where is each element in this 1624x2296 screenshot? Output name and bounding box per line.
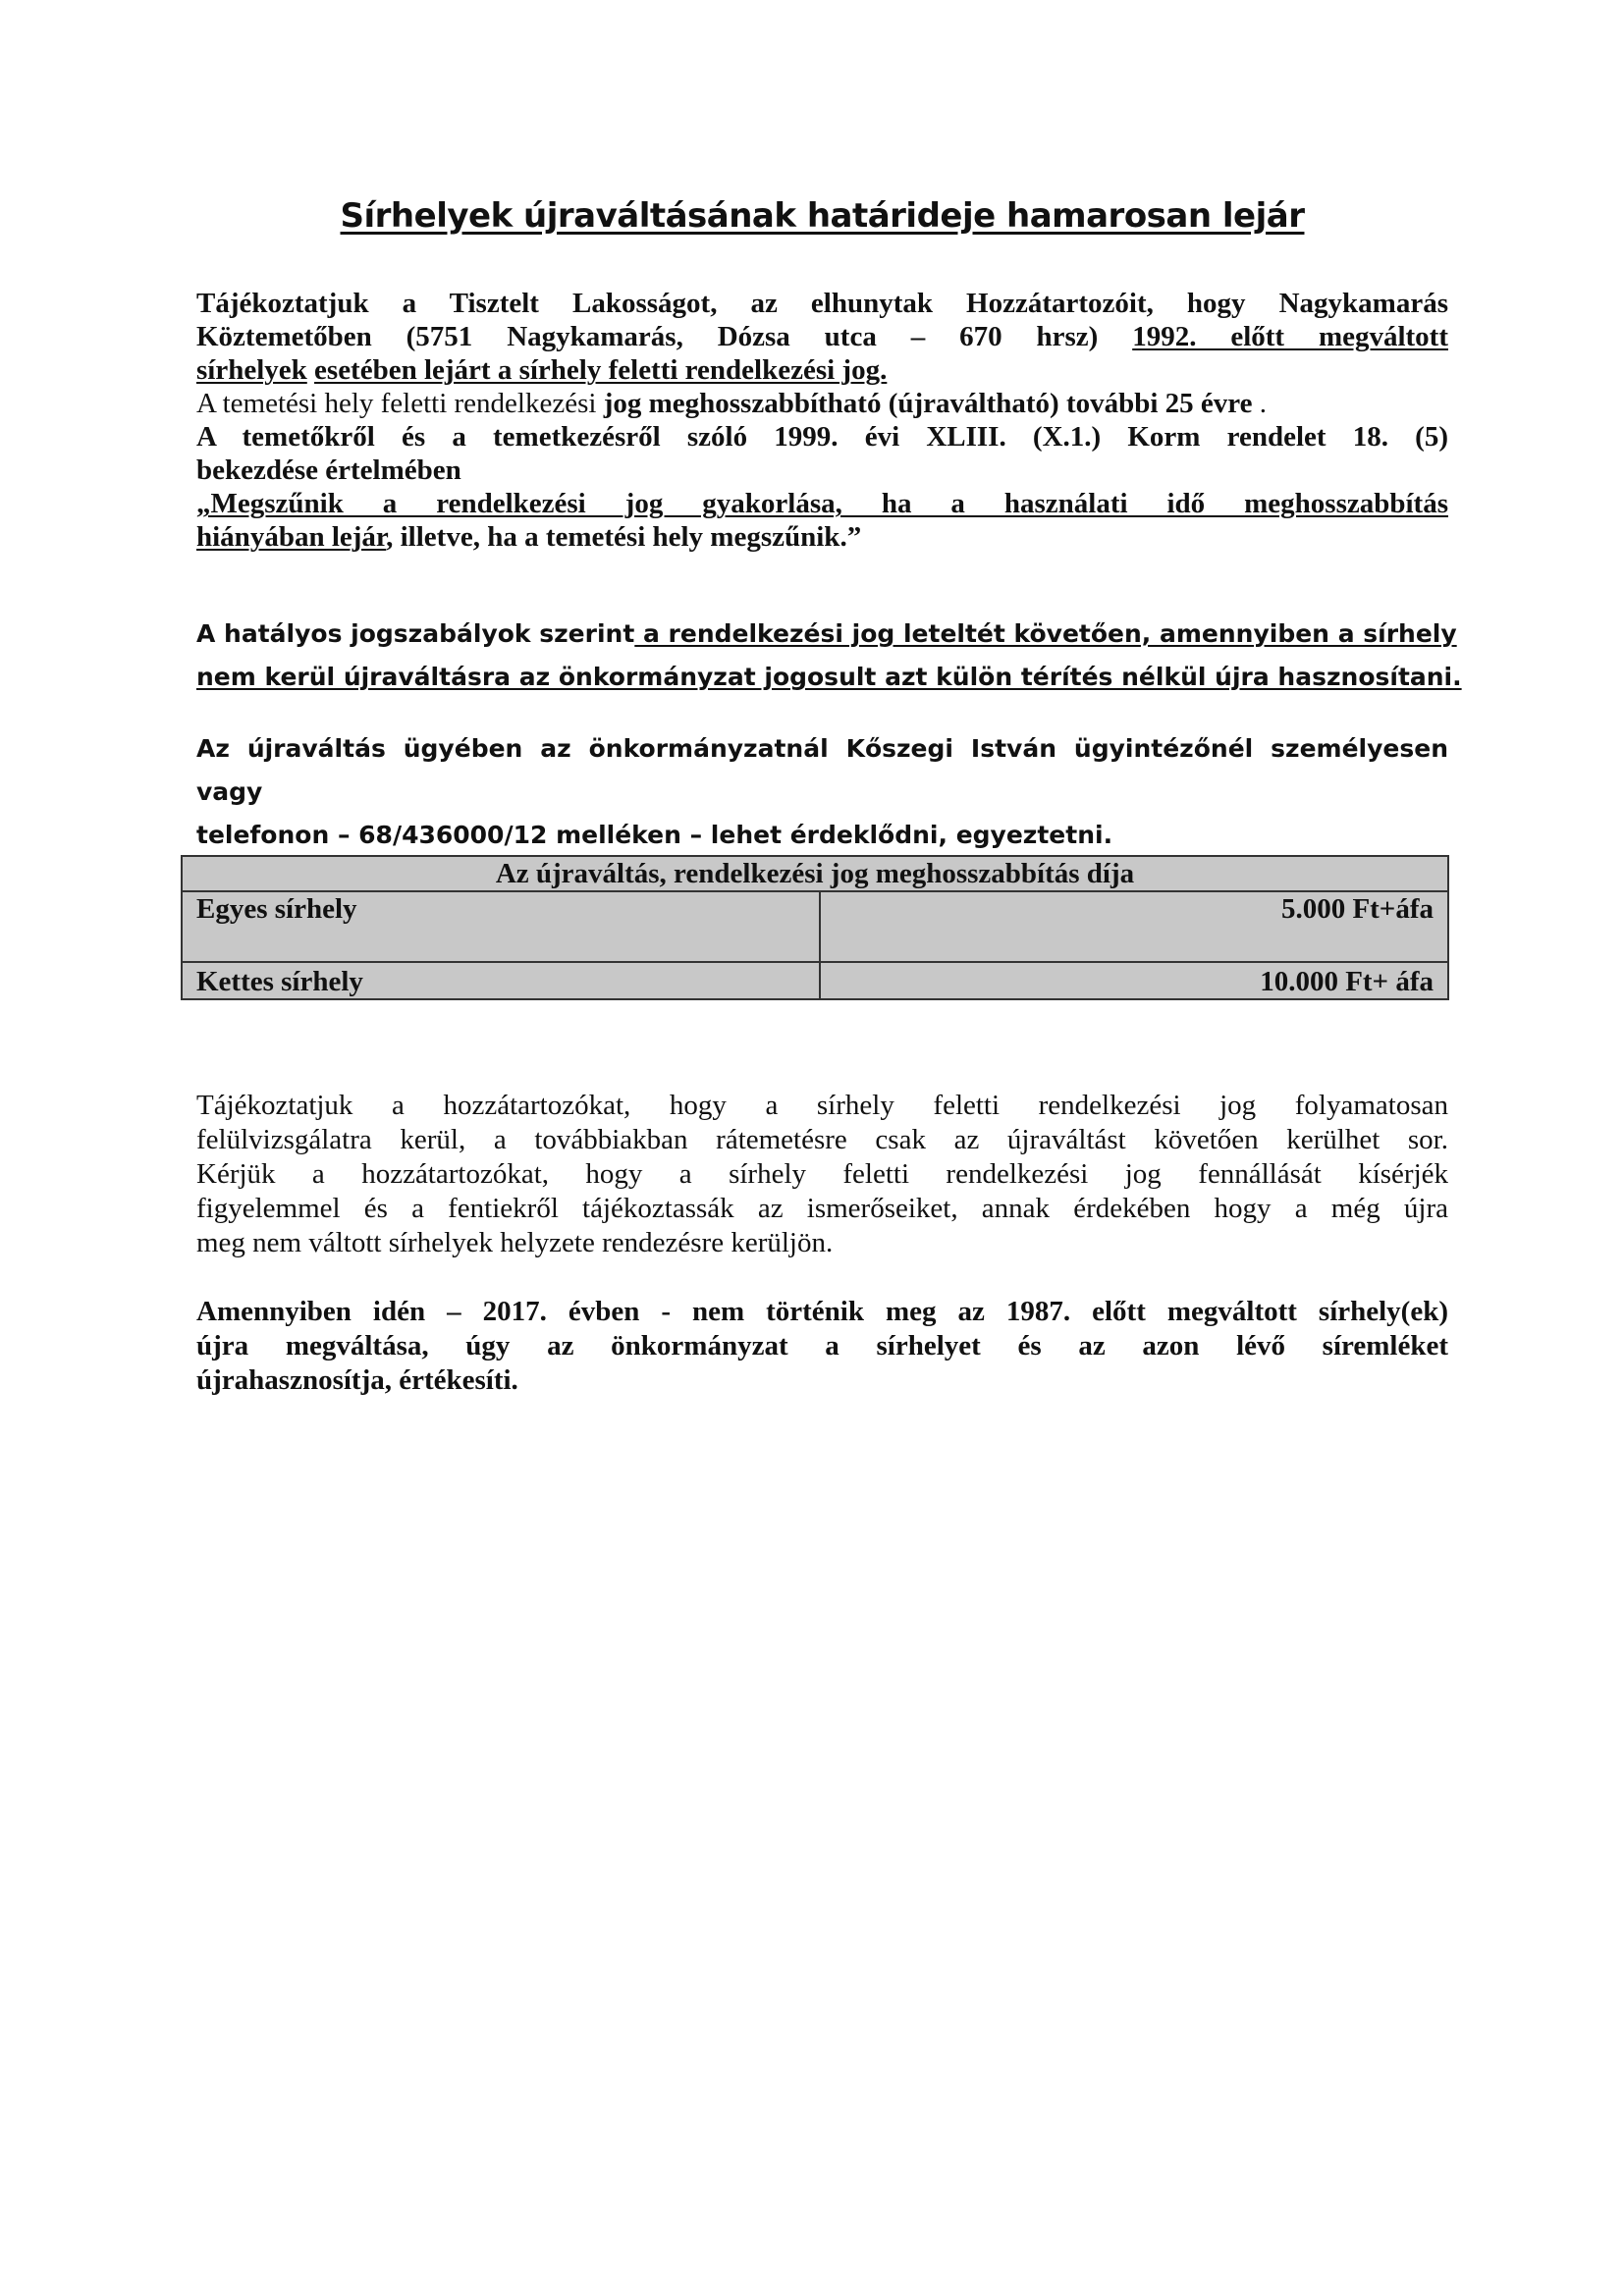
legal-highlight-1: a rendelkezési jog leteltét követően, amennyiben a sírhely <box>634 619 1457 648</box>
notice-line-3: Kérjük a hozzátartozókat, hogy a sírhely feletti rendelkezési jog fennállását kísérjék <box>196 1158 1448 1190</box>
legal-intro: A hatályos jogszabályok szerint <box>196 619 635 648</box>
fee-price: 5.000 Ft+áfa <box>820 891 1448 962</box>
fees-table-header: Az újraváltás, rendelkezési jog meghosszabbítás díja <box>182 856 1448 891</box>
deadline-year-highlight: 1992. előtt megváltott <box>1132 321 1448 352</box>
intro-line-4 <box>196 387 1448 420</box>
intro-line-3 <box>196 353 1448 387</box>
final-paragraph <box>196 1295 1448 1398</box>
fee-name: Egyes sírhely <box>182 891 820 962</box>
fee-price: 10.000 Ft+ áfa <box>820 962 1448 999</box>
table-row <box>182 962 1448 999</box>
notice-line-1: Tájékoztatjuk a hozzátartozókat, hogy a sírhely feletti rendelkezési jog folyamatosan <box>196 1090 1448 1121</box>
contact-line-2: telefonon – 68/436000/12 melléken – lehet érdeklődni, egyeztetni. <box>196 821 1113 849</box>
notice-line-2: felülvizsgálatra kerül, a továbbiakban rátemetésre csak az újraváltást követően kerülhet sor. <box>196 1124 1448 1155</box>
intro-line-5: A temetőkről és a temetkezésről szóló 1999. évi XLIII. (X.1.) Korm rendelet 18. (5) <box>196 421 1448 453</box>
expired-right-highlight: esetében lejárt a sírhely feletti rendelkezési jog. <box>314 354 888 386</box>
graves-highlight: sírhelyek <box>196 354 307 386</box>
final-line-1: Amennyiben idén – 2017. évben - nem történik meg az 1987. előtt megváltott sírhely(ek) <box>196 1296 1448 1327</box>
contact-line-1: Az újraváltás ügyében az önkormányzatnál Kőszegi István ügyintézőnél személyesen vagy <box>196 734 1448 806</box>
legal-paragraph <box>196 613 1462 699</box>
cemetery-address: Köztemetőben (5751 Nagykamarás, Dózsa utca – 670 hrsz) <box>196 321 1099 352</box>
notice-paragraph <box>196 1089 1448 1260</box>
page-title: Sírhelyek újraváltásának határideje hamarosan lejár <box>340 196 1305 236</box>
extension-period: jog meghosszabbítható (újraváltható) további 25 évre <box>603 388 1253 419</box>
notice-line-4: figyelemmel és a fentiekről tájékoztassák az ismerőseiket, annak érdekében hogy a még újra <box>196 1193 1448 1224</box>
final-line-3: újrahasznosítja, értékesíti. <box>196 1364 518 1396</box>
contact-paragraph <box>196 727 1448 857</box>
extension-text: A temetési hely feletti rendelkezési <box>196 388 597 419</box>
intro-line-2 <box>196 320 1448 353</box>
extension-period-dot: . <box>1259 388 1268 419</box>
intro-line-6: bekezdése értelmében <box>196 454 461 486</box>
fees-table-header-row <box>182 856 1448 891</box>
quote-ending: , illetve, ha a temetési hely megszűnik.” <box>386 521 862 553</box>
intro-paragraph <box>196 287 1448 554</box>
quote-line-2 <box>196 520 1448 554</box>
final-line-2: újra megváltása, úgy az önkormányzat a sírhelyet és az azon lévő síremléket <box>196 1330 1448 1362</box>
quote-line-1: „Megszűnik a rendelkezési jog gyakorlása, ha a használati idő meghosszabbítás <box>196 488 1448 519</box>
notice-line-5: meg nem váltott sírhelyek helyzete rendezésre kerüljön. <box>196 1227 834 1258</box>
table-row <box>182 891 1448 962</box>
quote-underlined: hiányában lejár <box>196 521 387 553</box>
intro-line-1: Tájékoztatjuk a Tisztelt Lakosságot, az elhunytak Hozzátartozóit, hogy Nagykamarás <box>196 288 1448 319</box>
fees-table <box>181 855 1449 1000</box>
legal-line-1 <box>196 613 1457 656</box>
fee-name: Kettes sírhely <box>182 962 820 999</box>
legal-line-2: nem kerül újraváltásra az önkormányzat jogosult azt külön térítés nélkül újra hasznosítani. <box>196 663 1462 691</box>
